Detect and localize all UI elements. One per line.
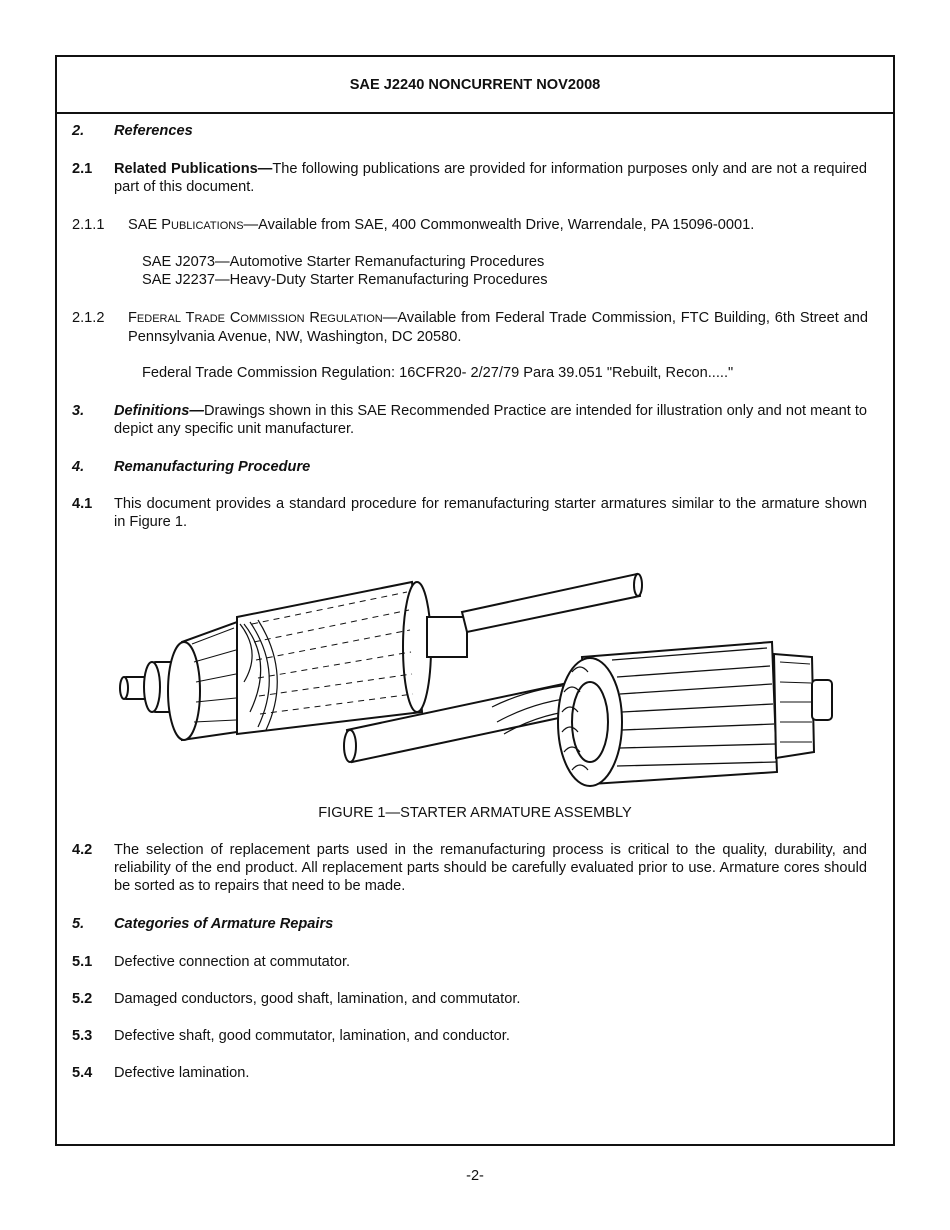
section-2-1-number: 2.1 xyxy=(72,161,93,177)
section-5-3-text: Defective shaft, good commutator, lamination, and conductor. xyxy=(114,1028,510,1044)
section-5-title: Categories of Armature Repairs xyxy=(114,916,334,932)
document-header xyxy=(57,57,893,114)
right-armature-shaft-end xyxy=(812,680,832,720)
ftc-heading-c: C xyxy=(229,310,241,326)
section-2-1-1-body xyxy=(128,216,868,235)
section-3-number: 3. xyxy=(72,403,85,419)
section-2-1-1-number: 2.1.1 xyxy=(72,217,105,233)
section-2-1-body xyxy=(114,160,867,196)
ftc-regulation-item: Federal Trade Commission Regulation: 16CFR20- 2/27/79 Para 39.051 "Rebuilt, Recon....." xyxy=(142,365,734,381)
page-number: -2- xyxy=(466,1168,484,1184)
ftc-heading-t: T xyxy=(185,310,195,326)
sae-publications-heading-b: UBLICATIONS xyxy=(171,220,244,232)
section-2-title: References xyxy=(114,123,193,139)
section-3-text: Drawings shown in this SAE Recommended Practice are intended for illustration only and not meant to depict any specific unit manufacturer. xyxy=(114,403,867,437)
section-5-4-text: Defective lamination. xyxy=(114,1065,250,1081)
section-5-4-number: 5.4 xyxy=(72,1065,93,1081)
section-5-2-text: Damaged conductors, good shaft, lamination, and commutator. xyxy=(114,991,521,1007)
section-2-number: 2. xyxy=(72,123,85,139)
figure-caption: FIGURE 1—STARTER ARMATURE ASSEMBLY xyxy=(318,805,632,821)
section-5-number: 5. xyxy=(72,916,85,932)
section-3-body xyxy=(114,402,867,438)
ftc-heading-egulation: EGULATION xyxy=(319,313,383,325)
section-4-1-number: 4.1 xyxy=(72,496,93,512)
section-4-2-text: The selection of replacement parts used in the remanufacturing process is critical to the quality, durability, and reliability of the end product. All replacement parts should be carefully evaluated prior to use. Armature cores should be sorted as to repairs that need to be made. xyxy=(114,842,867,894)
section-2-1-2-text: —Available from Federal Trade Commission, FTC Building, 6th Street and Pennsylvania Avenue, NW, Washington, DC 20580. xyxy=(128,310,869,345)
section-4-title: Remanufacturing Procedure xyxy=(114,459,311,475)
section-5-2-number: 5.2 xyxy=(72,991,93,1007)
section-4-2-number: 4.2 xyxy=(72,842,93,858)
section-2-1-2-body xyxy=(128,309,868,346)
section-5-3-number: 5.3 xyxy=(72,1028,93,1044)
page-frame xyxy=(55,55,895,1146)
section-5-1-number: 5.1 xyxy=(72,954,93,970)
sae-publications-heading-a: SAE P xyxy=(128,217,171,233)
section-2-1-text: The following publications are provided for information purposes only and are not a required part of this document. xyxy=(114,161,867,195)
starter-armature-figure xyxy=(112,562,837,787)
section-2-1-1-text: —Available from SAE, 400 Commonwealth Drive, Warrendale, PA 15096-0001. xyxy=(243,217,755,233)
left-armature-shaft xyxy=(462,574,640,632)
section-2-1-2-number: 2.1.2 xyxy=(72,310,105,326)
section-4-number: 4. xyxy=(72,459,85,475)
section-3-title: Definitions— xyxy=(114,403,204,419)
ftc-heading-f: F xyxy=(128,310,137,326)
ftc-heading-ederal: EDERAL xyxy=(136,313,181,325)
ftc-heading-r: R xyxy=(309,310,320,326)
section-5-1-text: Defective connection at commutator. xyxy=(114,954,351,970)
header-title: SAE J2240 NONCURRENT NOV2008 xyxy=(349,76,601,93)
sae-list-item-2: SAE J2237—Heavy-Duty Starter Remanufacturing Procedures xyxy=(142,272,548,288)
ftc-heading-ommission: OMMISSION xyxy=(240,313,305,325)
ftc-heading-rade: RADE xyxy=(194,313,226,325)
section-4-1-text: This document provides a standard procedure for remanufacturing starter armatures similar to the armature shown in Figure 1. xyxy=(114,496,867,530)
section-2-1-title: Related Publications— xyxy=(114,161,273,177)
sae-list-item-1: SAE J2073—Automotive Starter Remanufacturing Procedures xyxy=(142,254,545,270)
